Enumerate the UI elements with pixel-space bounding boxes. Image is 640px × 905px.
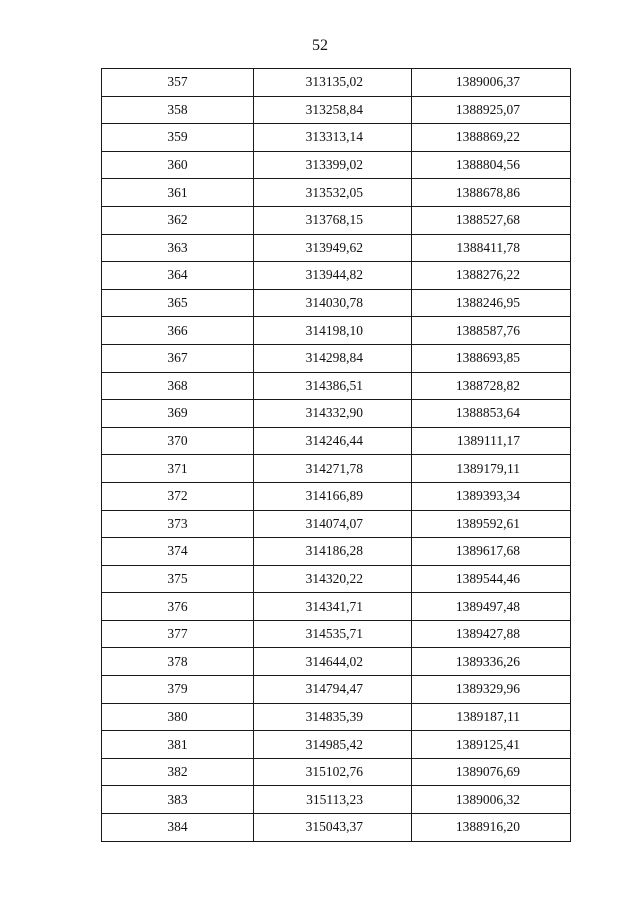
y-coordinate-cell: 1388804,56 bbox=[412, 151, 571, 179]
point-number-cell: 382 bbox=[102, 758, 254, 786]
point-number-cell: 383 bbox=[102, 786, 254, 814]
coordinates-table-body bbox=[102, 69, 571, 842]
y-coordinate-cell: 1388527,68 bbox=[412, 206, 571, 234]
y-coordinate-cell: 1388693,85 bbox=[412, 344, 571, 372]
x-coordinate-cell: 313944,82 bbox=[254, 262, 412, 290]
point-number-cell: 359 bbox=[102, 124, 254, 152]
x-coordinate-cell: 314166,89 bbox=[254, 482, 412, 510]
x-coordinate-cell: 315102,76 bbox=[254, 758, 412, 786]
table-row bbox=[102, 648, 571, 676]
page-number: 52 bbox=[312, 37, 328, 54]
y-coordinate-cell: 1389006,37 bbox=[412, 69, 571, 97]
x-coordinate-cell: 314835,39 bbox=[254, 703, 412, 731]
x-coordinate-cell: 315113,23 bbox=[254, 786, 412, 814]
y-coordinate-cell: 1389076,69 bbox=[412, 758, 571, 786]
x-coordinate-cell: 314535,71 bbox=[254, 620, 412, 648]
x-coordinate-cell: 314186,28 bbox=[254, 538, 412, 566]
table-row bbox=[102, 124, 571, 152]
point-number-cell: 357 bbox=[102, 69, 254, 97]
x-coordinate-cell: 314341,71 bbox=[254, 593, 412, 621]
y-coordinate-cell: 1389006,32 bbox=[412, 786, 571, 814]
y-coordinate-cell: 1389393,34 bbox=[412, 482, 571, 510]
x-coordinate-cell: 314246,44 bbox=[254, 427, 412, 455]
point-number-cell: 358 bbox=[102, 96, 254, 124]
y-coordinate-cell: 1389336,26 bbox=[412, 648, 571, 676]
y-coordinate-cell: 1388411,78 bbox=[412, 234, 571, 262]
point-number-cell: 368 bbox=[102, 372, 254, 400]
y-coordinate-cell: 1389617,68 bbox=[412, 538, 571, 566]
x-coordinate-cell: 314298,84 bbox=[254, 344, 412, 372]
point-number-cell: 360 bbox=[102, 151, 254, 179]
point-number-cell: 378 bbox=[102, 648, 254, 676]
y-coordinate-cell: 1388587,76 bbox=[412, 317, 571, 345]
x-coordinate-cell: 313399,02 bbox=[254, 151, 412, 179]
table-row bbox=[102, 593, 571, 621]
table-row bbox=[102, 786, 571, 814]
table-row bbox=[102, 510, 571, 538]
x-coordinate-cell: 314386,51 bbox=[254, 372, 412, 400]
table-row bbox=[102, 482, 571, 510]
point-number-cell: 362 bbox=[102, 206, 254, 234]
table-row bbox=[102, 538, 571, 566]
y-coordinate-cell: 1388916,20 bbox=[412, 814, 571, 842]
x-coordinate-cell: 314985,42 bbox=[254, 731, 412, 759]
x-coordinate-cell: 314198,10 bbox=[254, 317, 412, 345]
point-number-cell: 377 bbox=[102, 620, 254, 648]
table-row bbox=[102, 620, 571, 648]
table-row bbox=[102, 344, 571, 372]
y-coordinate-cell: 1389427,88 bbox=[412, 620, 571, 648]
y-coordinate-cell: 1389125,41 bbox=[412, 731, 571, 759]
table-row bbox=[102, 317, 571, 345]
y-coordinate-cell: 1388276,22 bbox=[412, 262, 571, 290]
table-row bbox=[102, 234, 571, 262]
x-coordinate-cell: 313949,62 bbox=[254, 234, 412, 262]
table-row bbox=[102, 206, 571, 234]
table-row bbox=[102, 289, 571, 317]
table-row bbox=[102, 676, 571, 704]
table-row bbox=[102, 96, 571, 124]
point-number-cell: 367 bbox=[102, 344, 254, 372]
point-number-cell: 364 bbox=[102, 262, 254, 290]
y-coordinate-cell: 1388925,07 bbox=[412, 96, 571, 124]
x-coordinate-cell: 313313,14 bbox=[254, 124, 412, 152]
table-row bbox=[102, 814, 571, 842]
table-row bbox=[102, 69, 571, 97]
x-coordinate-cell: 313532,05 bbox=[254, 179, 412, 207]
point-number-cell: 373 bbox=[102, 510, 254, 538]
x-coordinate-cell: 314644,02 bbox=[254, 648, 412, 676]
point-number-cell: 380 bbox=[102, 703, 254, 731]
table-row bbox=[102, 400, 571, 428]
point-number-cell: 366 bbox=[102, 317, 254, 345]
point-number-cell: 374 bbox=[102, 538, 254, 566]
point-number-cell: 381 bbox=[102, 731, 254, 759]
y-coordinate-cell: 1389329,96 bbox=[412, 676, 571, 704]
table-row bbox=[102, 372, 571, 400]
table-row bbox=[102, 262, 571, 290]
y-coordinate-cell: 1388246,95 bbox=[412, 289, 571, 317]
point-number-cell: 384 bbox=[102, 814, 254, 842]
y-coordinate-cell: 1389592,61 bbox=[412, 510, 571, 538]
y-coordinate-cell: 1389497,48 bbox=[412, 593, 571, 621]
point-number-cell: 361 bbox=[102, 179, 254, 207]
x-coordinate-cell: 314271,78 bbox=[254, 455, 412, 483]
point-number-cell: 372 bbox=[102, 482, 254, 510]
point-number-cell: 365 bbox=[102, 289, 254, 317]
x-coordinate-cell: 313258,84 bbox=[254, 96, 412, 124]
y-coordinate-cell: 1388853,64 bbox=[412, 400, 571, 428]
point-number-cell: 375 bbox=[102, 565, 254, 593]
table-row bbox=[102, 758, 571, 786]
y-coordinate-cell: 1389187,11 bbox=[412, 703, 571, 731]
table-row bbox=[102, 731, 571, 759]
x-coordinate-cell: 315043,37 bbox=[254, 814, 412, 842]
table-row bbox=[102, 455, 571, 483]
x-coordinate-cell: 313135,02 bbox=[254, 69, 412, 97]
point-number-cell: 371 bbox=[102, 455, 254, 483]
x-coordinate-cell: 314030,78 bbox=[254, 289, 412, 317]
table-row bbox=[102, 703, 571, 731]
x-coordinate-cell: 314320,22 bbox=[254, 565, 412, 593]
y-coordinate-cell: 1389544,46 bbox=[412, 565, 571, 593]
table-row bbox=[102, 565, 571, 593]
x-coordinate-cell: 314794,47 bbox=[254, 676, 412, 704]
x-coordinate-cell: 314332,90 bbox=[254, 400, 412, 428]
y-coordinate-cell: 1388678,86 bbox=[412, 179, 571, 207]
y-coordinate-cell: 1389179,11 bbox=[412, 455, 571, 483]
table-row bbox=[102, 179, 571, 207]
y-coordinate-cell: 1388728,82 bbox=[412, 372, 571, 400]
point-number-cell: 376 bbox=[102, 593, 254, 621]
y-coordinate-cell: 1389111,17 bbox=[412, 427, 571, 455]
table-row bbox=[102, 427, 571, 455]
point-number-cell: 379 bbox=[102, 676, 254, 704]
point-number-cell: 370 bbox=[102, 427, 254, 455]
point-number-cell: 369 bbox=[102, 400, 254, 428]
x-coordinate-cell: 314074,07 bbox=[254, 510, 412, 538]
x-coordinate-cell: 313768,15 bbox=[254, 206, 412, 234]
coordinates-table bbox=[101, 68, 571, 842]
point-number-cell: 363 bbox=[102, 234, 254, 262]
y-coordinate-cell: 1388869,22 bbox=[412, 124, 571, 152]
table-row bbox=[102, 151, 571, 179]
